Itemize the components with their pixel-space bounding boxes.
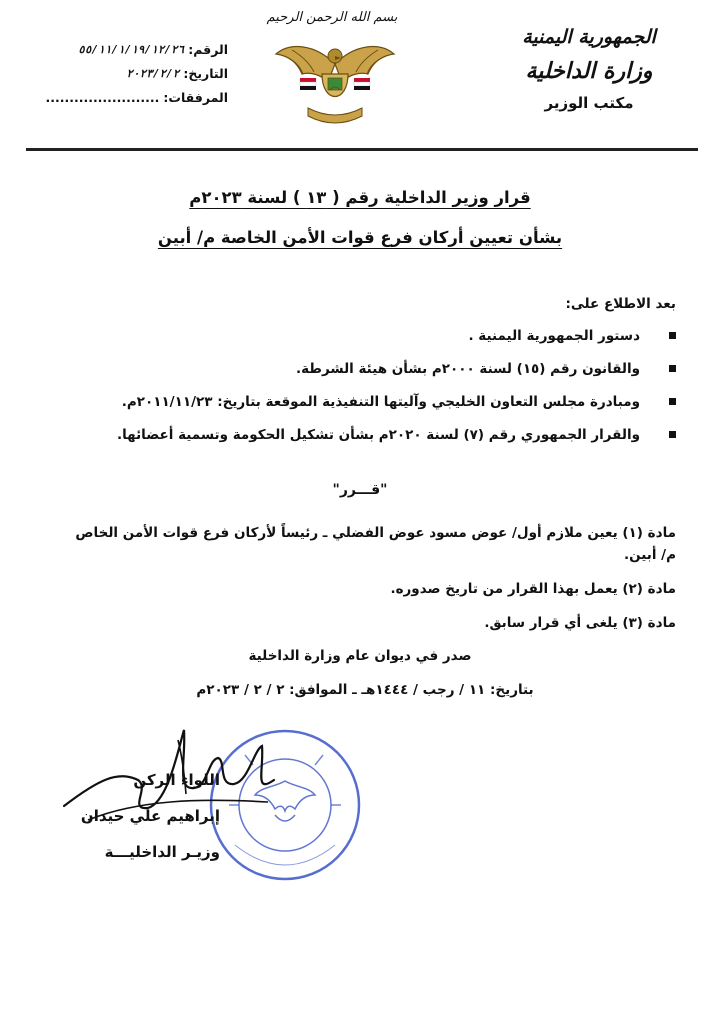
- decided-heading: "قـــرر": [332, 482, 388, 498]
- header-divider: [26, 148, 698, 151]
- attachments-value: ........................: [45, 90, 160, 105]
- reference-block: [28, 38, 228, 110]
- preamble-intro: بعد الاطلاع على:: [565, 296, 676, 312]
- article-3: مادة (٣) يلغى أي قرار سابق.: [484, 615, 676, 631]
- list-item: دستور الجمهورية اليمنية .: [56, 326, 676, 359]
- date-label: التاريخ:: [183, 66, 228, 81]
- list-item: ومبادرة مجلس التعاون الخليجي وآليتها التنفيذية الموقعة بتاريخ: ٢٠١١/١١/٢٣م.: [56, 392, 676, 425]
- issued-at: صدر في ديوان عام وزارة الداخلية: [248, 648, 472, 664]
- list-item: والقرار الجمهوري رقم (٧) لسنة ٢٠٢٠م بشأن تشكيل الحكومة وتسمية أعضائها.: [56, 425, 676, 458]
- articles: [56, 522, 676, 646]
- attachments-row: [28, 86, 228, 110]
- decree-title: قرار وزير الداخلية رقم ( ١٣ ) لسنة ٢٠٢٣م: [189, 188, 531, 207]
- preamble-list: [56, 326, 676, 458]
- date-row: [28, 62, 228, 86]
- yemen-eagle-emblem-icon: [270, 34, 400, 134]
- issue-date: بتاريخ: ١١ / رجب / ١٤٤٤هـ ـ الموافق: ٢ / ٢ / ٢٠٢٣م: [196, 682, 534, 698]
- office-name: مكتب الوزير: [544, 94, 634, 112]
- signatory-position: وزيـر الداخليـــة: [104, 843, 220, 861]
- reference-value: ٥٥/١١/١/١٩/١٢/٢٦: [78, 43, 185, 56]
- reference-label: الرقم:: [188, 42, 228, 57]
- attachments-label: المرفقات:: [163, 90, 228, 105]
- date-value: ٢٠٢٣/٢/٢: [126, 67, 180, 80]
- article-1: مادة (١) يعين ملازم أول/ عوض مسود عوض الفضلي ـ رئيساً لأركان فرع قوات الأمن الخاص م/ أبين.: [75, 525, 676, 563]
- signatory-name: إبراهيم علي حيدان: [80, 807, 220, 825]
- list-item: والقانون رقم (١٥) لسنة ٢٠٠٠م بشأن هيئة الشرطة.: [56, 359, 676, 392]
- ministry-name: وزارة الداخلية: [525, 58, 653, 84]
- ministry-letterhead: [504, 22, 674, 116]
- signature-block: [20, 762, 220, 870]
- reference-number-row: [28, 38, 228, 62]
- article-2: مادة (٢) يعمل بهذا القرار من تاريخ صدوره.: [390, 581, 676, 597]
- republic-name: الجمهورية اليمنية: [522, 26, 656, 48]
- signatory-rank: اللواء الركن: [133, 771, 220, 789]
- basmala: بسم الله الرحمن الرحيم: [266, 10, 398, 25]
- decree-subject: بشأن تعيين أركان فرع قوات الأمن الخاصة م/ أبين: [157, 228, 563, 247]
